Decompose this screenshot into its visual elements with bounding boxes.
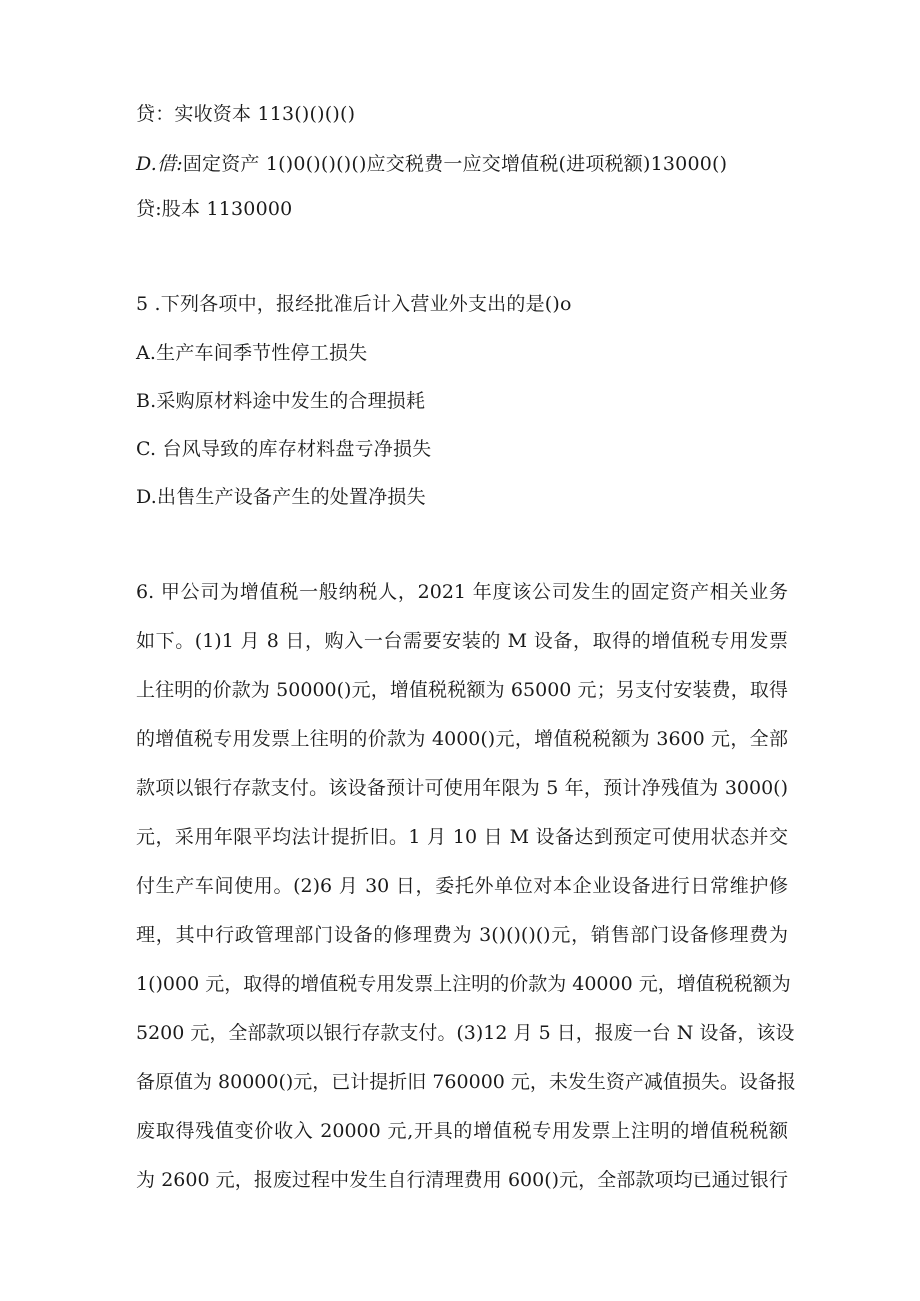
q5-option-b: B.采购原材料途中发生的合理损耗: [136, 390, 426, 412]
q6-line: 付生产车间使用。(2)6 月 30 日，委托外单位对本企业设备进行日常维护修: [136, 875, 788, 897]
q5-stem: 5 .下列各项中，报经批准后计入营业外支出的是()o: [136, 293, 572, 315]
q6-line: 备原值为 80000()元，已计提折旧 760000 元，未发生资产减值损失。设备报: [136, 1071, 796, 1093]
q6-line: 理，其中行政管理部门设备的修理费为 3()()()()元，销售部门设备修理费为: [136, 924, 788, 946]
q5-option-c: C. 台风导致的库存材料盘亏净损失: [136, 438, 432, 460]
q6-line: 6. 甲公司为增值税一般纳税人，2021 年度该公司发生的固定资产相关业务: [136, 581, 788, 603]
q6-line: 废取得残值变价收入 20000 元,开具的增值税专用发票上注明的增值税税额: [136, 1120, 788, 1142]
q6-line: 5200 元，全部款项以银行存款支付。(3)12 月 5 日，报废一台 N 设备，该设: [136, 1022, 795, 1044]
q6-line: 为 2600 元，报废过程中发生自行清理费用 600()元，全部款项均已通过银行: [136, 1169, 788, 1191]
q6-line: 的增值税专用发票上往明的价款为 4000()元，增值税税额为 3600 元，全部: [136, 728, 788, 750]
q6-line: 1()000 元，取得的增值税专用发票上注明的价款为 40000 元，增值税税额为: [136, 973, 791, 995]
q4-credit-line: 贷：实收资本 113()()()(): [136, 103, 356, 125]
q5-option-d: D.出售生产设备产生的处置净损失: [136, 486, 426, 508]
q6-line: 元，采用年限平均法计提折旧。1 月 10 日 M 设备达到预定可使用状态并交: [136, 826, 788, 848]
q5-option-a: A.生产车间季节性停工损失: [136, 342, 368, 364]
q6-line: 上往明的价款为 50000()元，增值税税额为 65000 元；另支付安装费，取得: [136, 679, 788, 701]
q4-credit-share-line: 贷:股本 1130000: [136, 198, 293, 220]
q6-line: 如下。(1)1 月 8 日，购入一台需要安装的 M 设备，取得的增值税专用发票: [136, 630, 788, 652]
q6-line: 款项以银行存款支付。该设备预计可使用年限为 5 年，预计净残值为 3000(): [136, 777, 788, 799]
q4-option-d-label: D.借:: [136, 153, 183, 175]
q4-option-d: [136, 152, 727, 176]
q4-option-d-text: 固定资产 1()0()()()()应交税费一应交增值税(进项税额)13000(): [182, 153, 728, 175]
